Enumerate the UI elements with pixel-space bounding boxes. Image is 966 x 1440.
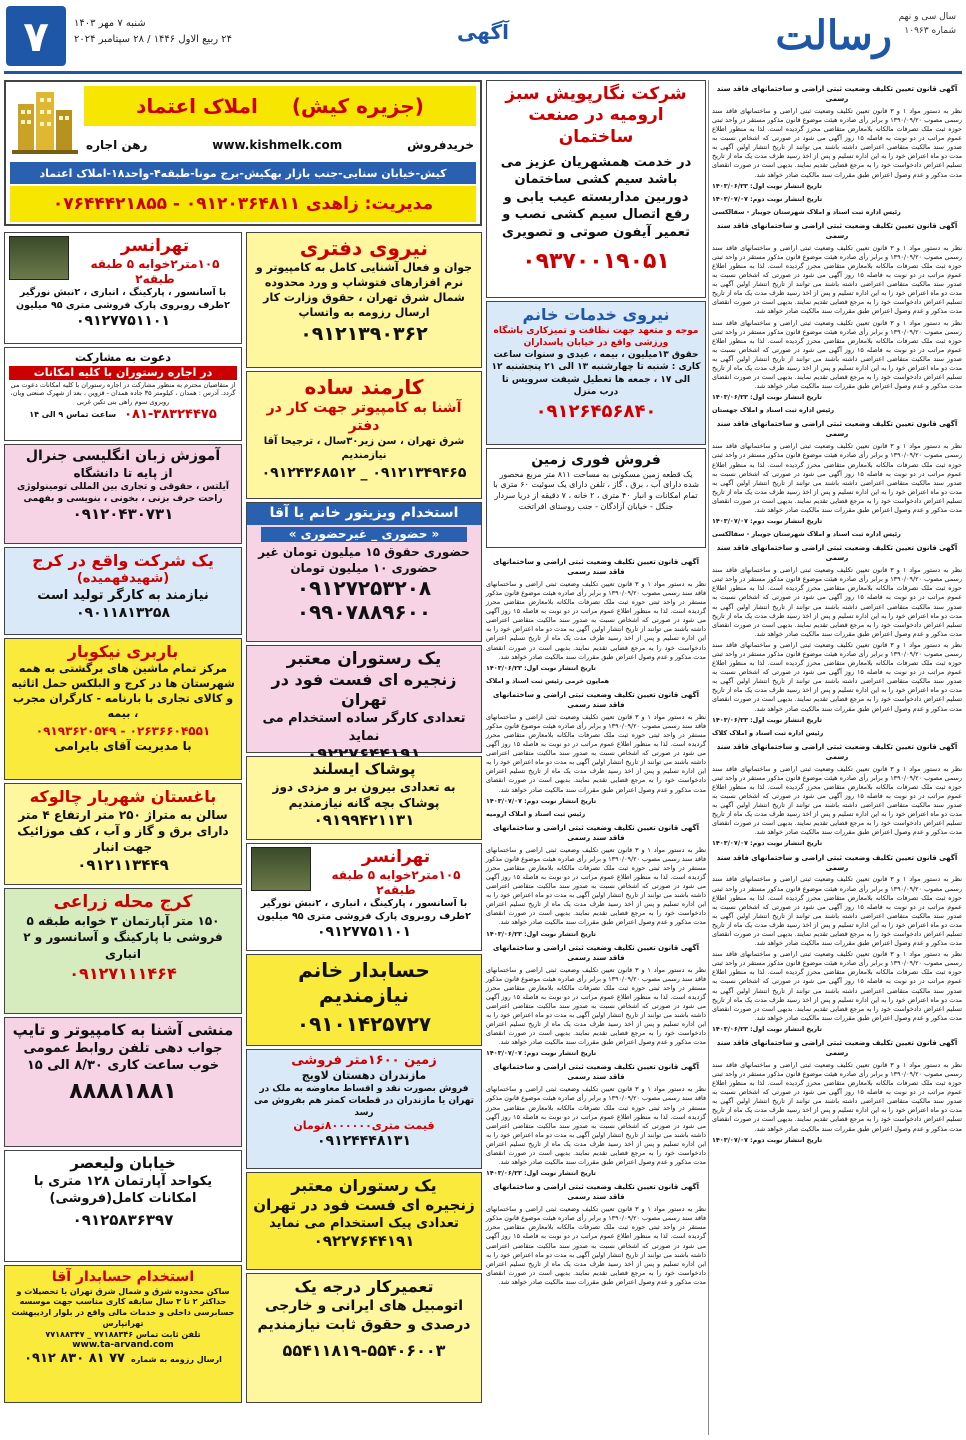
notice-signer: همایون خرمی رئیس ثبت اسناد و املاک (486, 676, 610, 685)
ad-body: تعدادی پیک استخدام می نماید (269, 1215, 459, 1231)
ad-contact (9, 1351, 237, 1367)
ad-body: در خدمت همشهریان عزیز می باشد سیم کشی ساختمان دوربین مداربسته عیب یابی و رفع اتصال سیم کشی نصب و تعمیر آیفون صوتی و تصویری (500, 154, 692, 240)
ad-title: شرکت نگارپویش سبز ارومیه در صنعت ساختمان (505, 84, 687, 147)
notice-heading: آگهی قانون تعیین تکلیف وضعیت ثبتی اراضی و ساختمانهای فاقد سند رسمی (716, 544, 958, 563)
ad-phone[interactable]: ۰۹۱۲۴۳۶۸۵۱۲ _ ۰۹۱۲۱۳۴۹۴۶۵ (261, 465, 467, 481)
ad-female-accountant (246, 954, 482, 1046)
ad-mechanic (246, 1273, 482, 1403)
date-other: ۲۴ ربیع الاول ۱۴۴۶ / ۲۸ سپتامبر ۲۰۲۴ (74, 34, 232, 45)
ad-phone[interactable]: ۵۵۴۱۱۸۱۹-۵۵۴۰۶۰۰۳ (282, 1340, 446, 1360)
notice-date: تاریخ انتشار نوبت دوم: ۱۴۰۳/۰۷/۰۷ (486, 1049, 597, 1058)
ad-subtitle: آشنا به کامپیوتر جهت کار در دفتر (266, 400, 462, 434)
column-divider (708, 80, 709, 1435)
ad-body: آیلتس ، حقوقی و تجاری بین المللی تومینولوژی راحت حرف بزنی ، بخونی ، بنویسی و بفهمی (17, 481, 229, 504)
ad-phone[interactable]: ۰۹۱۰۱۴۲۵۷۲۷ (296, 1012, 432, 1036)
ad-partnership-invite (4, 347, 242, 441)
ad-visitor-hiring (246, 502, 482, 642)
newspaper-logo: رسالت (775, 12, 892, 59)
ad-title: منشی آشنا به کامپیوتر و تایپ (12, 1021, 234, 1039)
ad-phone[interactable]: ۰۹۰۱۱۸۱۳۲۵۸ (76, 604, 170, 621)
notice-heading: آگهی قانون تعیین تکلیف وضعیت ثبتی اراضی و ساختمانهای فاقد سند رسمی (716, 853, 958, 872)
ad-hours: ساعت تماس ۹ الی ۱۴ (29, 410, 117, 420)
ad-title: کرج محله زراعی (53, 892, 193, 912)
ad-tehransar-apartment-2 (246, 843, 482, 951)
ad-body: به تعدادی بیرون بر و مزدی دوز پوشاک بچه گانه نیازمندیم (272, 779, 456, 810)
ad-phone[interactable]: ۸۸۸۸۱۸۸۱ (69, 1078, 177, 1104)
ad-subtitle: « حضوری _ غیرحضوری » (261, 527, 467, 542)
notice-body: نظر به دستور مواد ۱ و ۳ قانون تعیین تکلیف وضعیت ثبتی اراضی و ساختمانهای فاقد سند رسمی مصوب ۱۳۹۰/۰۹/۲۰ و برابر رأی صادره هیئت موضوع قانون مذکور مستقر در واحد ثبتی حوزه ثبت ملک تصرفات مالکانه بلامعارض متقاضی محرز گردیده است. لذا به منظور اطلاع عموم مراتب در دو نوبت به فاصله ۱۵ روز آگهی می شود در صورتی که اشخاص نسبت به صدور سند مالکیت متقاضی اعتراضی داشته باشند می توانند از تاریخ انتشار اولین آگهی به مدت دو ماه اعتراض خود را به این اداره تسلیم و پس از اخذ رسید ظرف مدت یک ماه از تاریخ تسلیم اعتراض دادخواست خود را به مرجع قضایی تقدیم نمایند. بدیهی است در صورت انقضای مدت مذکور و عدم وصول اعتراض طبق مقررات سند مالکیت صادر خواهد شد. (712, 950, 962, 1022)
ad-title: تهرانسر (361, 847, 431, 867)
notice-date: تاریخ انتشار نوبت دوم: ۱۴۰۳/۰۷/۰۷ (712, 839, 823, 848)
ad-subtitle: (شهیدفهمیده) (76, 571, 170, 586)
ad-body: ۱۵۰ متر آپارتمان ۳ خوابه طبقه ۵ فروشی با پارکینگ و آسانسور و ۲ انباری (23, 914, 223, 961)
ad-manager: با مدیریت آقای بایرامی (54, 738, 192, 753)
ad-garden-hall (4, 783, 242, 885)
ad-title: فروش فوری زمین (531, 452, 661, 468)
notice-body: نظر به دستور مواد ۱ و ۳ قانون تعیین تکلیف وضعیت ثبتی اراضی و ساختمانهای فاقد سند رسمی مصوب ۱۳۹۰/۰۹/۲۰ و برابر رأی صادره هیئت موضوع قانون مذکور مستقر در واحد ثبتی حوزه ثبت ملک تصرفات مالکانه بلامعارض متقاضی محرز گردیده است. لذا به منظور اطلاع عموم مراتب در دو نوبت به فاصله ۱۵ روز آگهی می شود در صورتی که اشخاص نسبت به صدور سند مالکیت متقاضی اعتراضی داشته باشند می توانند از تاریخ انتشار اولین آگهی به مدت دو ماه اعتراض خود را به این اداره تسلیم و پس از اخذ رسید ظرف مدت یک ماه از تاریخ تسلیم اعتراض دادخواست خود را به مرجع قضایی تقدیم نمایند. بدیهی است در صورت انقضای مدت مذکور و عدم وصول اعتراض طبق مقررات سند مالکیت صادر خواهد شد. (486, 712, 707, 794)
ad-price: قیمت متری۸۰۰۰۰۰۰تومان (293, 1119, 435, 1133)
notice-body: نظر به دستور مواد ۱ و ۳ قانون تعیین تکلیف وضعیت ثبتی اراضی و ساختمانهای فاقد سند رسمی مصوب ۱۳۹۰/۰۹/۲۰ و برابر رأی صادره هیئت موضوع قانون مذکور مستقر در واحد ثبتی حوزه ثبت ملک تصرفات مالکانه بلامعارض متقاضی محرز گردیده است. لذا به منظور اطلاع عموم مراتب در دو نوبت به فاصله ۱۵ روز آگهی می شود در صورتی که اشخاص نسبت به صدور سند مالکیت متقاضی اعتراضی داشته باشند می توانند از تاریخ انتشار اولین آگهی به مدت دو ماه اعتراض خود را به این اداره تسلیم و پس از اخذ رسید ظرف مدت یک ماه از تاریخ تسلیم اعتراض دادخواست خود را به مرجع قضایی تقدیم نمایند. بدیهی است در صورت انقضای مدت مذکور و عدم وصول اعتراض طبق مقررات سند مالکیت صادر خواهد شد. (712, 566, 962, 638)
ad-body: فروش بصورت نقد و اقساط معاوضه به ملک در تهران یا مازندران در قطعات کمتر هم بفروش می رسد (253, 1084, 475, 1119)
ad-fastfood-couriers (246, 1172, 482, 1270)
ad-title: نیروی دفتری (299, 236, 429, 260)
ad-land-sale (486, 448, 706, 548)
notice-date: تاریخ انتشار نوبت اول: ۱۴۰۳/۰۶/۲۳ (712, 181, 822, 190)
notice-date: تاریخ انتشار نوبت اول: ۱۴۰۳/۰۶/۲۳ (486, 929, 596, 938)
ad-subtitle: موجه و متعهد جهت نظافت و تمیزکاری باشگاه ورزشی واقع در خیابان پاسداران (493, 326, 699, 349)
banner-manager-phone: مدیریت: زاهدی ۰۹۱۲۰۳۶۴۸۱۱ - ۰۷۶۴۴۴۲۱۸۵۵ (10, 186, 476, 222)
ad-title: حسابدار خانم نیازمندیم (298, 958, 430, 1007)
notice-date: تاریخ انتشار نوبت دوم: ۱۴۰۳/۰۷/۰۷ (712, 194, 823, 203)
ad-subtitle: ۱۰۵متر۲خوابه ۵ طبقه طبقه۲ (90, 257, 220, 287)
issue-date (74, 16, 232, 48)
notice-heading: آگهی قانون تعیین تکلیف وضعیت ثبتی اراضی و ساختمانهای فاقد سند رسمی (492, 823, 700, 842)
ad-title: یک رستوران معتبر (291, 1176, 437, 1195)
notice-signer: رئیس اداره ثبت اسناد و املاک شهرستان جویبار - سقالکسی (712, 207, 901, 216)
notice-heading: آگهی قانون تعیین تکلیف وضعیت ثبتی اراضی و ساختمانهای فاقد سند رسمی (716, 221, 958, 240)
notice-signer: رئیس اداره ثبت اسناد و املاک شهرستان جویبار - سقالکسی (712, 530, 901, 539)
notice-body: نظر به دستور مواد ۱ و ۳ قانون تعیین تکلیف وضعیت ثبتی اراضی و ساختمانهای فاقد سند رسمی مصوب ۱۳۹۰/۰۹/۲۰ و برابر رأی صادره هیئت موضوع قانون مذکور مستقر در واحد ثبتی حوزه ثبت ملک تصرفات مالکانه بلامعارض متقاضی محرز گردیده است. لذا به منظور اطلاع عموم مراتب در دو نوبت به فاصله ۱۵ روز آگهی می شود در صورتی که اشخاص نسبت به صدور سند مالکیت متقاضی اعتراضی داشته باشند می توانند از تاریخ انتشار اولین آگهی به مدت دو ماه اعتراض خود را به این اداره تسلیم و پس از اخذ رسید ظرف مدت یک ماه از تاریخ تسلیم اعتراض دادخواست خود را به مرجع قضایی تقدیم نمایند. بدیهی است در صورت انقضای مدت مذکور و عدم وصول اعتراض طبق مقررات سند مالکیت صادر خواهد شد. (712, 318, 962, 391)
ad-body: شرق تهران ، سن زیر۳۰سال ، ترجیحا آقا نیازمندیم (263, 436, 465, 461)
banner-services (86, 132, 474, 158)
ad-body: نیازمند به کارگر تولید است (37, 588, 209, 604)
banner-buy-sell: خریدفروش (407, 138, 474, 152)
ad-body: اتومبیل های ایرانی و خارجی درصدی و حقوق ثابت نیازمندیم (257, 1298, 471, 1333)
ad-phone[interactable]: ۰۹۱۹۹۴۲۱۱۳۱ (313, 811, 415, 830)
apartment-photo (251, 847, 311, 891)
ad-body: یک قطعه زمین مسکونی به مساحت ۸۱۱ متر مربع محصور شده دارای آب ، برق ، گاز ، تلفن دارای یک سوئیت ۶۰ متری با تمام امکانات و انبار ۴۰ متری ، ۲ خانه ، ۷ دقیقه از دریا سردار جنگل - خیابان آزادگان - جنب روستای افراتخت (493, 469, 699, 511)
ad-title: استخدام حسابدار آقا (51, 1269, 195, 1285)
ad-body: ساکن محدوده شرق و شمال شرق تهران با تحصیلات و حداکثر ۲ تا ۳ سال سابقه کاری مناسب جهت موسسه حسابرسی داخلی و خدمات مالی واقع در بلوار اردیبهشت تهرانپارس (11, 1286, 235, 1328)
ad-phone[interactable]: ۰۹۱۲۱۱۳۴۴۹ (77, 855, 169, 874)
notice-heading: آگهی قانون تعیین تکلیف وضعیت ثبتی اراضی و ساختمانهای فاقد سند رسمی (492, 1063, 700, 1082)
notice-heading: آگهی قانون تعیین تکلیف وضعیت ثبتی اراضی و ساختمانهای فاقد سند رسمی (716, 420, 958, 439)
ad-phone[interactable]: ۰۹۱۲۷۲۵۳۲۰۸ (296, 575, 432, 600)
ad-body: مرکز تمام ماشین های برگشتی به همه شهرستان ها در کرج و البلکس حمل اثاثیه و کالای تجاری با بارنامه - کارگران مجرب ، بیمه (11, 662, 235, 720)
notice-body: نظر به دستور مواد ۱ و ۳ قانون تعیین تکلیف وضعیت ثبتی اراضی و ساختمانهای فاقد سند رسمی مصوب ۱۳۹۰/۰۹/۲۰ و برابر رأی صادره هیئت موضوع قانون مذکور مستقر در واحد ثبتی حوزه ثبت ملک تصرفات مالکانه بلامعارض متقاضی محرز گردیده است. لذا به منظور اطلاع عموم مراتب در دو نوبت به فاصله ۱۵ روز آگهی می شود در صورتی که اشخاص نسبت به صدور سند مالکیت متقاضی اعتراضی داشته باشند می توانند از تاریخ انتشار اولین آگهی به مدت دو ماه اعتراض خود را به این اداره تسلیم و پس از اخذ رسید ظرف مدت یک ماه از تاریخ تسلیم اعتراض دادخواست خود را به مرجع قضایی تقدیم نمایند. بدیهی است در صورت انقضای مدت مذکور و عدم وصول اعتراض طبق مقررات سند مالکیت صادر خواهد شد. (486, 579, 707, 661)
notice-signer: رئیس اداره ثبت اسناد و املاک کلاک (712, 728, 824, 737)
notice-signer: رئیس ثبت اسناد و املاک ارومیه (486, 809, 586, 818)
ad-phone[interactable]: ۰۹۱۲ ۸۳۰ ۸۱ ۷۷ (24, 1351, 125, 1367)
notice-heading: آگهی قانون تعیین تکلیف وضعیت ثبتی اراضی و ساختمانهای فاقد سند رسمی (716, 85, 958, 103)
notice-body: نظر به دستور مواد ۱ و ۳ قانون تعیین تکلیف وضعیت ثبتی اراضی و ساختمانهای فاقد سند رسمی مصوب ۱۳۹۰/۰۹/۲۰ و برابر رأی صادره هیئت موضوع قانون مذکور مستقر در واحد ثبتی حوزه ثبت ملک تصرفات مالکانه بلامعارض متقاضی محرز گردیده است. لذا به منظور اطلاع عموم مراتب در دو نوبت به فاصله ۱۵ روز آگهی می شود در صورتی که اشخاص نسبت به صدور سند مالکیت متقاضی اعتراضی داشته باشند می توانند از تاریخ انتشار اولین آگهی به مدت دو ماه اعتراض خود را به این اداره تسلیم و پس از اخذ رسید ظرف مدت یک ماه از تاریخ تسلیم اعتراض دادخواست خود را به مرجع قضایی تقدیم نمایند. بدیهی است در صورت انقضای مدت مذکور و عدم وصول اعتراض طبق مقررات سند مالکیت صادر خواهد شد. (486, 1205, 707, 1286)
ad-body: جوان و فعال آشنایی کامل به کامپیوتر و نرم افزارهای فتوشاپ و ورد محدوده شمال شرق تهران ، حقوق وزارت کار ارسال رزومه به واتساپ (255, 261, 473, 319)
ad-body: حضوری حقوق ۱۵ میلیون تومان غیر حضوری ۱۰ میلیون تومان (258, 544, 470, 575)
ad-title: کارمند ساده (304, 375, 424, 399)
ad-body: سالن به متراژ ۲۵۰ متر ارتفاع ۴ متر دارای برق و گاز و آب ، کف موزائیک جهت انبار (17, 808, 229, 855)
ad-phone[interactable]: ۰۹۱۲۰۴۳۰۷۳۱ (72, 504, 174, 523)
ad-phone[interactable]: ۰۹۱۲۶۴۵۶۸۴۰ (535, 400, 657, 422)
ad-body: از متقاضیان محترم به منظور مشارکت در اجاره رستوران با کلیه امکانات دعوت می گردد. آدرس : همدان ، کیلومتر ۳۵ جاده همدان - قزوین ، بعد از شهرک صنعتی ویان، روبروی سوم راهی بنی تکین غربی (10, 380, 236, 407)
ad-phone[interactable]: ۰۹۱۲۵۸۳۶۳۹۷ (72, 1210, 174, 1229)
ad-phone[interactable]: ۰۹۱۲۱۳۹۰۳۶۲ (300, 323, 428, 346)
ad-karaj-apartment (4, 888, 242, 1014)
banner-title-right: (جزیره کیش) (291, 94, 424, 118)
banner-address: کیش-خیابان سنایی-جنب بازار بهکیش-برج مونا-طبقه۴-واحد۱۸-املاک اعتماد (10, 162, 476, 184)
ad-title: آموزش زبان انگلیسی جنرال (25, 448, 221, 464)
ad-phone[interactable]: ۰۸۱-۳۸۳۲۴۴۷۵ (124, 406, 217, 422)
banner-website-link[interactable]: www.kishmelk.com (212, 138, 343, 152)
ad-phone[interactable]: ۰۹۱۲۷۱۱۱۴۶۴ (69, 963, 177, 983)
notice-heading: آگهی قانون تعیین تکلیف وضعیت ثبتی اراضی و ساختمانهای فاقد سند رسمی (492, 690, 700, 709)
notice-date: تاریخ انتشار نوبت اول: ۱۴۰۳/۰۶/۲۳ (486, 1169, 596, 1178)
ad-iceland-clothing (246, 756, 482, 840)
ad-phone[interactable]: ۰۹۲۲۷۶۴۴۱۹۱ (313, 1232, 415, 1251)
ad-landline: تلفن ثابت تماس ۷۷۱۸۸۳۴۶ _ ۷۷۱۸۸۳۴۷ (45, 1329, 201, 1339)
notice-date: تاریخ انتشار نوبت دوم: ۱۴۰۳/۰۷/۰۷ (486, 796, 597, 805)
notice-body: نظر به دستور مواد ۱ و ۳ قانون تعیین تکلیف وضعیت ثبتی اراضی و ساختمانهای فاقد سند رسمی مصوب ۱۳۹۰/۰۹/۲۰ و برابر رأی صادره هیئت موضوع قانون مذکور مستقر در واحد ثبتی حوزه ثبت ملک تصرفات مالکانه بلامعارض متقاضی محرز گردیده است. لذا به منظور اطلاع عموم مراتب در دو نوبت به فاصله ۱۵ روز آگهی می شود در صورتی که اشخاص نسبت به صدور سند مالکیت متقاضی اعتراضی داشته باشند می توانند از تاریخ انتشار اولین آگهی به مدت دو ماه اعتراض خود را به این اداره تسلیم و پس از اخذ رسید ظرف مدت یک ماه از تاریخ تسلیم اعتراض دادخواست خود را به مرجع قضایی تقدیم نمایند. بدیهی است در صورت انقضای مدت مذکور و عدم وصول اعتراض طبق مقررات سند مالکیت صادر خواهد شد. (486, 1085, 707, 1167)
issue-year: سال سی و نهم (898, 12, 956, 22)
notice-heading: آگهی قانون تعیین تکلیف وضعیت ثبتی اراضی و ساختمانهای فاقد سند رسمی (492, 1183, 700, 1202)
building-logo-icon (10, 86, 80, 156)
ad-title: نیروی خدمات خانم (522, 305, 670, 324)
ad-valiasr-apartment (4, 1150, 242, 1262)
notice-heading: آگهی قانون تعیین تکلیف وضعیت ثبتی اراضی و ساختمانهای فاقد سند رسمی (492, 943, 700, 962)
ad-title: استخدام ویزیتور خانم یا آقا (247, 503, 481, 525)
notice-heading: آگهی قانون تعیین تکلیف وضعیت ثبتی اراضی و ساختمانهای فاقد سند رسمی (492, 558, 700, 576)
ad-title: یک رستوران معتبر (286, 649, 442, 669)
ad-body: جواب دهی تلفن روابط عمومی خوب ساعت کاری ۸/۳۰ الی ۱۵ (23, 1040, 223, 1074)
ad-subtitle: مازندران دهستان لاویج (301, 1069, 427, 1083)
page-header (4, 4, 962, 74)
ad-phone[interactable]: ۰۹۹۰۷۸۸۹۶۰۰ (296, 599, 432, 624)
ad-title: تعمیرکار درجه یک (294, 1277, 434, 1296)
ad-phone[interactable]: ۰۹۱۹۳۶۲۰۵۴۹ - ۰۲۶۳۶۶۰۴۵۵۱ (35, 724, 211, 739)
ad-body: با آسانسور ، پارکینگ ، انباری ، ۲نبش نورگیر ۲طرف روبروی پارک فروشی متری ۹۵ میلیون (16, 287, 230, 312)
ad-body: تعدادی کارگر ساده استخدام می نماید (262, 711, 466, 744)
ad-website-link[interactable]: www.ta-arvand.com (72, 1340, 174, 1351)
notice-body: نظر به دستور مواد ۱ و ۳ قانون تعیین تکلیف وضعیت ثبتی اراضی و ساختمانهای فاقد سند رسمی مصوب ۱۳۹۰/۰۹/۲۰ و برابر رأی صادره هیئت موضوع قانون مذکور مستقر در واحد ثبتی حوزه ثبت ملک تصرفات مالکانه بلامعارض متقاضی محرز گردیده است. لذا به منظور اطلاع عموم مراتب در دو نوبت به فاصله ۱۵ روز آگهی می شود در صورتی که اشخاص نسبت به صدور سند مالکیت متقاضی اعتراضی داشته باشند می توانند از تاریخ انتشار اولین آگهی به مدت دو ماه اعتراض خود را به این اداره تسلیم و پس از اخذ رسید ظرف مدت یک ماه از تاریخ تسلیم اعتراض دادخواست خود را به مرجع قضایی تقدیم نمایند. بدیهی است در صورت انقضای مدت مذکور و عدم وصول اعتراض طبق مقررات سند مالکیت صادر خواهد شد. (712, 875, 962, 948)
ad-office-staff (246, 232, 482, 368)
ad-karaj-company (4, 547, 242, 635)
ad-fastfood-workers (246, 645, 482, 753)
notice-date: تاریخ انتشار نوبت اول: ۱۴۰۳/۰۶/۲۳ (712, 1024, 822, 1033)
ad-title: باربری نیکوبار (67, 642, 179, 661)
notice-body: نظر به دستور مواد ۱ و ۳ قانون تعیین تکلیف وضعیت ثبتی اراضی و ساختمانهای فاقد سند رسمی مصوب ۱۳۹۰/۰۹/۲۰ و برابر رأی صادره هیئت موضوع قانون مذکور مستقر در واحد ثبتی حوزه ثبت ملک تصرفات مالکانه بلامعارض متقاضی محرز گردیده است. لذا به منظور اطلاع عموم مراتب در دو نوبت به فاصله ۱۵ روز آگهی می شود در صورتی که اشخاص نسبت به صدور سند مالکیت متقاضی اعتراضی داشته باشند می توانند از تاریخ انتشار اولین آگهی به مدت دو ماه اعتراض خود را به این اداره تسلیم و پس از اخذ رسید ظرف مدت یک ماه از تاریخ تسلیم اعتراض دادخواست خود را به مرجع قضایی تقدیم نمایند. بدیهی است در صورت انقضای مدت مذکور و عدم وصول اعتراض طبق مقررات سند مالکیت صادر خواهد شد. (712, 640, 962, 713)
notice-signer: رئیس اداره ثبت اسناد و املاک جهستان (712, 406, 835, 415)
notice-date: تاریخ انتشار نوبت دوم: ۱۴۰۳/۰۷/۰۷ (712, 1135, 823, 1144)
ad-mazandaran-land (246, 1049, 482, 1169)
ad-title: پوشاک ایسلند (312, 760, 416, 778)
ad-body: حقوق ۱۳میلیون ، بیمه ، عیدی و سنوات ساعت کاری : شنبه تا چهارشنبه ۱۳ الی ۲۱ پنجشنبه ۱۲ الی ۱۷ ، جمعه ها تعطیل شیفت سرویس تا درب منزل (491, 350, 701, 397)
legal-notices-column-2 (486, 553, 706, 1433)
ad-phone[interactable]: ۰۹۱۲۷۷۵۱۱۰۱ (317, 923, 411, 940)
ad-body: با آسانسور ، پارکینگ ، انباری ، ۲نبش نورگیر ۲طرف روبروی پارک فروشی متری ۹۵ میلیون (257, 898, 471, 923)
notice-heading: آگهی قانون تعیین تکلیف وضعیت ثبتی اراضی و ساختمانهای فاقد سند رسمی (716, 742, 958, 761)
ad-subtitle: از پایه تا دانشگاه (73, 465, 173, 480)
banner-title (84, 86, 476, 126)
ad-subtitle: در اجاره رستوران با کلیه امکانات (9, 366, 237, 380)
ad-freight-company (4, 638, 242, 780)
ad-phone[interactable]: ۰۹۳۷۰۰۱۹۰۵۱ (522, 249, 670, 275)
notice-body: نظر به دستور مواد ۱ و ۳ قانون تعیین تکلیف وضعیت ثبتی اراضی و ساختمانهای فاقد سند رسمی مصوب ۱۳۹۰/۰۹/۲۰ و برابر رأی صادره هیئت موضوع قانون مذکور مستقر در واحد ثبتی حوزه ثبت ملک تصرفات مالکانه بلامعارض متقاضی محرز گردیده است. لذا به منظور اطلاع عموم مراتب در دو نوبت به فاصله ۱۵ روز آگهی می شود در صورتی که اشخاص نسبت به صدور سند مالکیت متقاضی اعتراضی داشته باشند می توانند از تاریخ انتشار اولین آگهی به مدت دو ماه اعتراض خود را به این اداره تسلیم و پس از اخذ رسید ظرف مدت یک ماه از تاریخ تسلیم اعتراض دادخواست خود را به مرجع قضایی تقدیم نمایند. بدیهی است در صورت انقضای مدت مذکور و عدم وصول اعتراض طبق مقررات سند مالکیت صادر خواهد شد. (712, 764, 962, 837)
notice-body: نظر به دستور مواد ۱ و ۳ قانون تعیین تکلیف وضعیت ثبتی اراضی و ساختمانهای فاقد سند رسمی مصوب ۱۳۹۰/۰۹/۲۰ و برابر رأی صادره هیئت موضوع قانون مذکور مستقر در واحد ثبتی حوزه ثبت ملک تصرفات مالکانه بلامعارض متقاضی محرز گردیده است. لذا به منظور اطلاع عموم مراتب در دو نوبت به فاصله ۱۵ روز آگهی می شود در صورتی که اشخاص نسبت به صدور سند مالکیت متقاضی اعتراضی داشته باشند می توانند از تاریخ انتشار اولین آگهی به مدت دو ماه اعتراض خود را به این اداره تسلیم و پس از اخذ رسید ظرف مدت یک ماه از تاریخ تسلیم اعتراض دادخواست خود را به مرجع قضایی تقدیم نمایند. بدیهی است در صورت انقضای مدت مذکور و عدم وصول اعتراض طبق مقررات سند مالکیت صادر خواهد شد. (486, 965, 707, 1047)
banner-title-left: املاک اعتماد (136, 94, 258, 118)
notice-body: نظر به دستور مواد ۱ و ۳ قانون تعیین تکلیف وضعیت ثبتی اراضی و ساختمانهای فاقد سند رسمی مصوب ۱۳۹۰/۰۹/۲۰ و برابر رأی صادره هیئت موضوع قانون مذکور مستقر در واحد ثبتی حوزه ثبت ملک تصرفات مالکانه بلامعارض متقاضی محرز گردیده است. لذا به منظور اطلاع عموم مراتب در دو نوبت به فاصله ۱۵ روز آگهی می شود در صورتی که اشخاص نسبت به صدور سند مالکیت متقاضی اعتراضی داشته باشند می توانند از تاریخ انتشار اولین آگهی به مدت دو ماه اعتراض خود را به این اداره تسلیم و پس از اخذ رسید ظرف مدت یک ماه از تاریخ تسلیم اعتراض دادخواست خود را به مرجع قضایی تقدیم نمایند. بدیهی است در صورت انقضای مدت مذکور و عدم وصول اعتراض طبق مقررات سند مالکیت صادر خواهد شد. (712, 1060, 962, 1133)
ad-female-services (486, 301, 706, 445)
apartment-photo (9, 236, 69, 280)
ad-title: دعوت به مشارکت (74, 351, 172, 364)
ad-male-accountant (4, 1265, 242, 1403)
legal-notices-column-1 (712, 80, 962, 1435)
notice-body: نظر به دستور مواد ۱ و ۳ قانون تعیین تکلیف وضعیت ثبتی اراضی و ساختمانهای فاقد سند رسمی مصوب ۱۳۹۰/۰۹/۲۰ و برابر رأی صادره هیئت موضوع قانون مذکور مستقر در واحد ثبتی حوزه ثبت ملک تصرفات مالکانه بلامعارض متقاضی محرز گردیده است. لذا به منظور اطلاع عموم مراتب در دو نوبت به فاصله ۱۵ روز آگهی می شود در صورتی که اشخاص نسبت به صدور سند مالکیت متقاضی اعتراضی داشته باشند می توانند از تاریخ انتشار اولین آگهی به مدت دو ماه اعتراض خود را به این اداره تسلیم و پس از اخذ رسید ظرف مدت یک ماه از تاریخ تسلیم اعتراض دادخواست خود را به مرجع قضایی تقدیم نمایند. بدیهی است در صورت انقضای مدت مذکور و عدم وصول اعتراض طبق مقررات سند مالکیت صادر خواهد شد. (486, 845, 707, 927)
ad-title: تهرانسر (120, 236, 190, 256)
notice-date: تاریخ انتشار نوبت اول: ۱۴۰۳/۰۶/۲۳ (486, 663, 596, 672)
ad-subtitle: زنجیره ای فست فود در تهران (271, 670, 457, 710)
ad-phone[interactable]: ۰۹۱۲۷۷۵۱۱۰۱ (76, 312, 170, 329)
ad-simple-clerk (246, 371, 482, 499)
notice-date: تاریخ انتشار نوبت اول: ۱۴۰۳/۰۶/۲۳ (712, 715, 822, 724)
ad-english-course (4, 444, 242, 544)
ad-electrical-company (486, 80, 706, 298)
ad-resume-label: ارسال رزومه به شماره (130, 1354, 222, 1364)
notice-date: تاریخ انتشار نوبت دوم: ۱۴۰۳/۰۷/۰۷ (712, 517, 823, 526)
notice-body: نظر به دستور مواد ۱ و ۳ قانون تعیین تکلیف وضعیت ثبتی اراضی و ساختمانهای فاقد سند رسمی مصوب ۱۳۹۰/۰۹/۲۰ و برابر رأی صادره هیئت موضوع قانون مذکور مستقر در واحد ثبتی حوزه ثبت ملک تصرفات مالکانه بلامعارض متقاضی محرز گردیده است. لذا به منظور اطلاع عموم مراتب در دو نوبت به فاصله ۱۵ روز آگهی می شود در صورتی که اشخاص نسبت به صدور سند مالکیت متقاضی اعتراضی داشته باشند می توانند از تاریخ انتشار اولین آگهی به مدت دو ماه اعتراض خود را به این اداره تسلیم و پس از اخذ رسید ظرف مدت یک ماه از تاریخ تسلیم اعتراض دادخواست خود را به مرجع قضایی تقدیم نمایند. بدیهی است در صورت انقضای مدت مذکور و عدم وصول اعتراض طبق مقررات سند مالکیت صادر خواهد شد. (712, 243, 962, 316)
notice-date: تاریخ انتشار نوبت اول: ۱۴۰۳/۰۶/۲۳ (712, 393, 822, 402)
notice-heading: آگهی قانون تعیین تکلیف وضعیت ثبتی اراضی و ساختمانهای فاقد سند رسمی (716, 1039, 958, 1057)
ad-title: باغستان شهریار چالوکه (29, 787, 217, 806)
page-number: ۷ (6, 6, 66, 66)
banner-rent: رهن اجاره (86, 138, 148, 152)
ad-title: زمین ۱۶۰۰متر فروشی (291, 1053, 437, 1068)
ad-subtitle: زنجیره ای فست فود در تهران (253, 1196, 475, 1214)
ad-title: یک شرکت واقع در کرج (32, 551, 214, 570)
ad-body: یکواحد آپارتمان ۱۲۸ متری با امکانات کامل(فروشی) (33, 1173, 213, 1207)
ad-contact (9, 407, 237, 423)
ad-subtitle: ۱۰۵متر۲خوابه ۵ طبقه طبقه۲ (331, 868, 461, 898)
date-persian: شنبه ۷ مهر ۱۴۰۳ (74, 18, 146, 29)
kish-realestate-banner (4, 80, 482, 226)
ad-secretary (4, 1017, 242, 1147)
ad-tehransar-apartment-1 (4, 232, 242, 344)
ad-title: خیابان ولیعصر (70, 1154, 176, 1172)
section-title: آگهی (457, 20, 509, 44)
notice-body: نظر به دستور مواد ۱ و ۳ قانون تعیین تکلیف وضعیت ثبتی اراضی و ساختمانهای فاقد سند رسمی مصوب ۱۳۹۰/۰۹/۲۰ و برابر رأی صادره هیئت موضوع قانون مذکور مستقر در واحد ثبتی حوزه ثبت ملک تصرفات مالکانه بلامعارض متقاضی محرز گردیده است. لذا به منظور اطلاع عموم مراتب در دو نوبت به فاصله ۱۵ روز آگهی می شود در صورتی که اشخاص نسبت به صدور سند مالکیت متقاضی اعتراضی داشته باشند می توانند از تاریخ انتشار اولین آگهی به مدت دو ماه اعتراض خود را به این اداره تسلیم و پس از اخذ رسید ظرف مدت یک ماه از تاریخ تسلیم اعتراض دادخواست خود را به مرجع قضایی تقدیم نمایند. بدیهی است در صورت انقضای مدت مذکور و عدم وصول اعتراض طبق مقررات سند مالکیت صادر خواهد شد. (712, 442, 962, 514)
ad-phone[interactable]: ۰۹۱۲۴۴۴۸۱۳۱ (317, 1133, 411, 1150)
issue-number: شماره ۱۰۹۶۳ (904, 26, 956, 36)
notice-body: نظر به دستور مواد ۱ و ۳ قانون تعیین تکلیف وضعیت ثبتی اراضی و ساختمانهای فاقد سند رسمی مصوب ۱۳۹۰/۰۹/۲۰ و برابر رأی صادره هیئت موضوع قانون مذکور مستقر در واحد ثبتی حوزه ثبت ملک تصرفات مالکانه بلامعارض متقاضی محرز گردیده است. لذا به منظور اطلاع عموم مراتب در دو نوبت به فاصله ۱۵ روز آگهی می شود در صورتی که اشخاص نسبت به صدور سند مالکیت متقاضی اعتراضی داشته باشند می توانند از تاریخ انتشار اولین آگهی به مدت دو ماه اعتراض خود را به این اداره تسلیم و پس از اخذ رسید ظرف مدت یک ماه از تاریخ تسلیم اعتراض دادخواست خود را به مرجع قضایی تقدیم نمایند. بدیهی است در صورت انقضای مدت مذکور و عدم وصول اعتراض طبق مقررات سند مالکیت صادر خواهد شد. (712, 106, 962, 179)
